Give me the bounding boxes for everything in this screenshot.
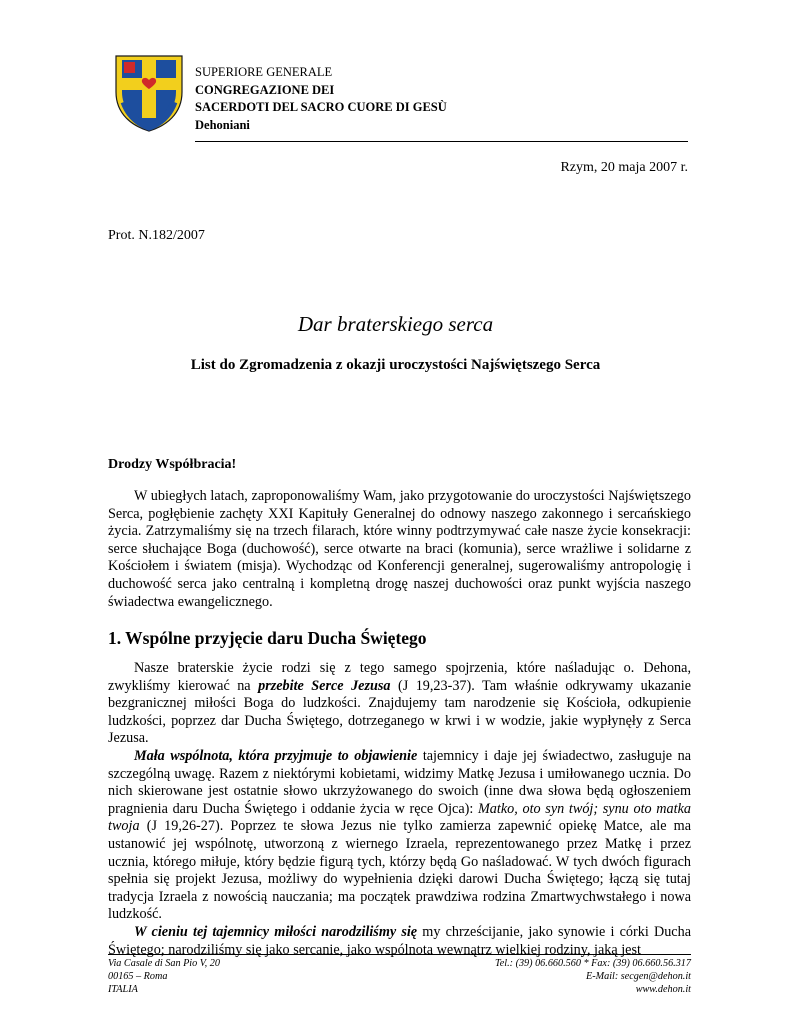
footer-city: 00165 – Roma [108, 971, 168, 982]
text: my chrześcijanie, jako synowie i córki Ducha Świętego; narodziliśmy się jako sercanie, jako wspólnota wewnątrz wielkiej rodziny, jaką jest [108, 923, 691, 958]
paragraph-1 [108, 660, 691, 748]
header-divider [195, 141, 688, 142]
letterhead-line-1: SUPERIORE GENERALE [195, 65, 333, 79]
section-body [108, 660, 691, 959]
letterhead-line-2: CONGREGAZIONE DEI [195, 82, 335, 97]
footer-website: www.dehon.it [635, 984, 691, 995]
footer-address [108, 957, 220, 996]
text: Nasze braterskie życie rodzi się z tego samego spojrzenia, które naśladując o. Dehona, zwykliśmy kierować na [108, 660, 691, 694]
text: (J 19,26-27). Poprzez te słowa Jezus nie tylko zamierza zapewnić opiekę Matce, ale ma ustanowić jej wspólnotę, utworzoną z wiernego Izraela, reprezentowanego przez Matkę i przez ucznia, którego miłuje, który będzie figurą tych, którzy będą Go naśladować. W tych dwóch figurach spełnia się projekt Jezusa, możliwy do wypełnienia dzięki darowi Ducha Świętego; łączą się tutaj tradycja Izraela z nowością nauczania; ma początek prawdziwa rodzina Zmartwychwstałego i nowa ludzkość. [108, 818, 691, 923]
footer-phone: Tel.: (39) 06.660.560 * Fax: (39) 06.660.56.317 [495, 958, 691, 969]
footer-contact [495, 957, 691, 996]
quotation: Matko, oto syn twój; synu oto matka twoja [108, 800, 691, 835]
emphasis: przebite Serce Jezusa [258, 677, 391, 694]
footer-email: E-Mail: secgen@dehon.it [586, 971, 691, 982]
letterhead-line-4: Dehoniani [195, 117, 250, 132]
footer-divider [108, 954, 691, 955]
intro-paragraph [108, 488, 691, 611]
protocol-number: Prot. N.182/2007 [108, 228, 205, 243]
intro-text: W ubiegłych latach, zaproponowaliśmy Wam, jako przygotowanie do uroczystości Najświętszego Serca, pogłębienie zachęty XXI Kapituły Generalnej do odnowy naszego zakonnego i sercańskiego życia. Zatrzymaliśmy się na trzech filarach, które winny podtrzymywać całe nasze życie konsekracji: serce słuchające Boga (duchowość), serce otwarte na braci (komunia), serce wrażliwe i solidarne z Kościołem i światem (misja). Wychodząc od Konferencji generalnej, sugerowaliśmy antropologię i duchowość serca jako centralną i kompletną drogę naszej duchowości oraz punkt wyjścia naszego świadectwa ewangelicznego. [108, 488, 691, 610]
letter-title: Dar braterskiego serca [297, 312, 494, 336]
congregation-logo [108, 52, 190, 134]
emphasis: W cieniu tej tajemnicy miłości narodziliśmy się [134, 923, 418, 940]
footer-country: ITALIA [108, 984, 138, 995]
letter-subtitle: List do Zgromadzenia z okazji uroczystości Najświętszego Serca [190, 357, 601, 373]
letterhead-line-3: SACERDOTI DEL SACRO CUORE DI GESÙ [195, 100, 447, 114]
emphasis: Mała wspólnota, która przyjmuje to objawienie [134, 747, 418, 764]
text: (J 19,23-37). Tam właśnie odkrywamy ukazanie bezgranicznej miłości Boga do ludzkości. Znajdujemy tam narodzenie się Kościoła, odkupienie ludzkości, poprzez dar Ducha Świętego, dotrzeganego w krwi i w wodzie, jakie wypłynęły z Serca Jezusa. [108, 677, 691, 747]
letterhead [195, 64, 447, 134]
section-heading: 1. Wspólne przyjęcie daru Ducha Świętego [108, 628, 427, 648]
text: tajemnicy i daje jej świadectwo, zasługuje na szczególną uwagę. Razem z niektórymi kobietami, widzimy Matkę Jezusa i umiłowanego ucznia. Do nich skierowane jest ostatnie słowo ukrzyżowanego do swoich (inne dwa słowa będą ogłoszeniem pragnienia daru Ducha Świętego i oddanie życia w ręce Ojca): [108, 747, 691, 817]
letter-date: Rzym, 20 maja 2007 r. [560, 160, 688, 175]
footer-street: Via Casale di San Pio V, 20 [108, 958, 220, 969]
paragraph-2 [108, 748, 691, 924]
greeting: Drodzy Współbracia! [108, 457, 237, 472]
